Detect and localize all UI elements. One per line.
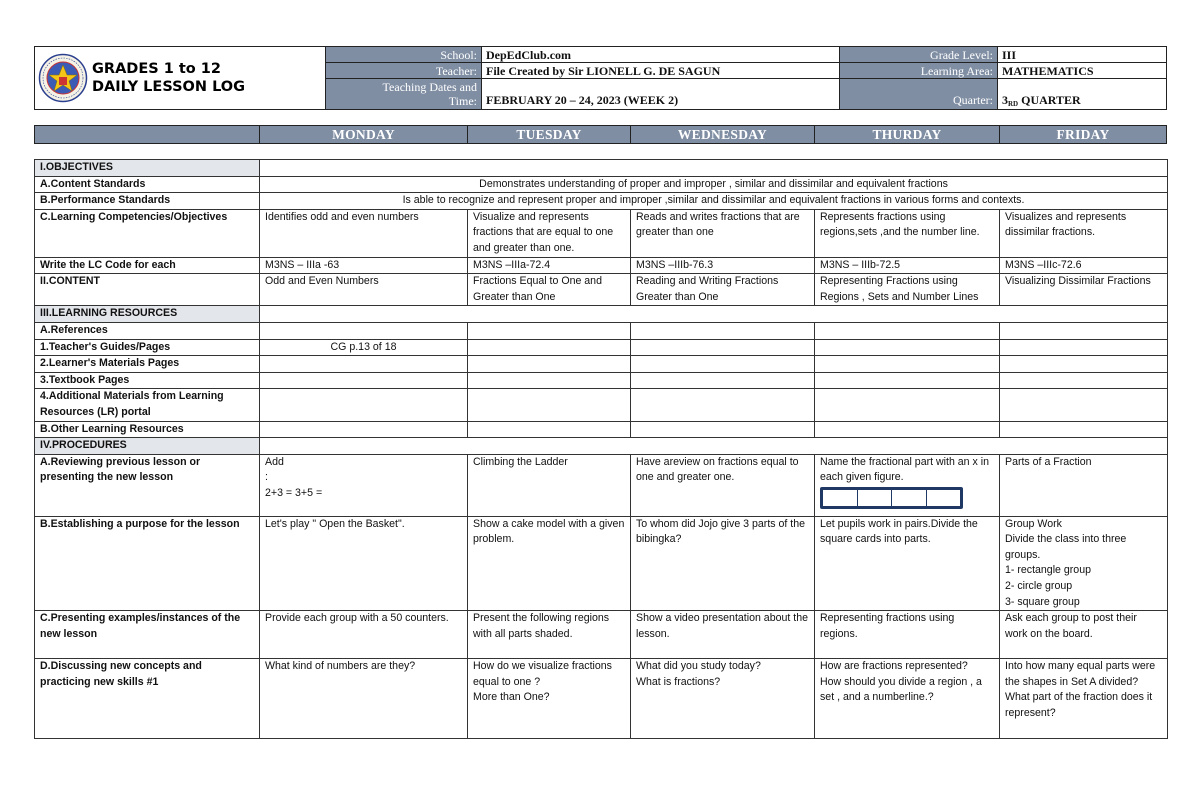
reviewing-monday [260, 454, 468, 516]
quarter-word: QUARTER [1018, 93, 1081, 107]
fraction-part [823, 490, 858, 506]
table-cell [631, 372, 815, 389]
content-wednesday: Reading and Writing Fractions Greater than One [631, 274, 815, 306]
table-cell [631, 322, 815, 339]
row-label-content: II.CONTENT [35, 274, 260, 306]
table-row [35, 611, 1168, 659]
row-label-content-standards: A.Content Standards [35, 176, 260, 193]
table-cell [468, 389, 631, 421]
header-title-line2: DAILY LESSON LOG [92, 79, 246, 95]
table-cell [260, 356, 468, 373]
table-row [35, 516, 1168, 611]
discussing-thursday-line1: How are fractions represented? [820, 660, 968, 673]
purpose-friday-line3: 1- rectangle group [1005, 564, 1091, 577]
table-cell [1000, 339, 1168, 356]
teachers-guide-monday: CG p.13 of 18 [260, 339, 468, 356]
teacher-value: File Created by Sir LIONELL G. DE SAGUN [482, 63, 840, 79]
content-tuesday: Fractions Equal to One and Greater than One [468, 274, 631, 306]
row-label-competencies: C.Learning Competencies/Objectives [35, 209, 260, 257]
table-cell [815, 339, 1000, 356]
reviewing-tuesday: Climbing the Ladder [468, 454, 631, 516]
table-cell [260, 389, 468, 421]
learning-area-label: Learning Area: [840, 63, 998, 79]
fraction-part [927, 490, 961, 506]
table-cell [631, 421, 815, 438]
grade-level-value: III [998, 47, 1166, 63]
row-label-reviewing: A.Reviewing previous lesson or presenting the new lesson [35, 454, 260, 516]
fraction-part [892, 490, 927, 506]
table-cell [815, 356, 1000, 373]
competencies-wednesday: Reads and writes fractions that are greater than one [631, 209, 815, 257]
table-cell [468, 421, 631, 438]
teaching-dates-label [326, 79, 482, 109]
learning-area-value: MATHEMATICS [998, 63, 1166, 79]
table-row [35, 257, 1168, 274]
discussing-thursday [815, 659, 1000, 739]
reviewing-monday-line1: Add [265, 455, 284, 468]
table-cell [260, 421, 468, 438]
reviewing-wednesday: Have areview on fractions equal to one and greater one. [631, 454, 815, 516]
presenting-friday: Ask each group to post their work on the board. [1000, 611, 1168, 659]
purpose-thursday: Let pupils work in pairs.Divide the square cards into parts. [815, 516, 1000, 611]
header-title [92, 60, 245, 96]
weekday-thursday: THURDAY [815, 126, 1000, 143]
table-row [35, 176, 1168, 193]
purpose-friday-line5: 3- square group [1005, 595, 1080, 608]
lc-code-thursday: M3NS – IIIb-72.5 [815, 257, 1000, 274]
quarter-value [998, 79, 1166, 109]
table-row [35, 389, 1168, 421]
competencies-tuesday: Visualize and represents fractions that are equal to one and greater than one. [468, 209, 631, 257]
table-cell [1000, 421, 1168, 438]
row-label-references: A.References [35, 322, 260, 339]
table-row [35, 438, 1168, 455]
discussing-monday: What kind of numbers are they? [260, 659, 468, 739]
lesson-log-table [34, 159, 1168, 739]
table-row [35, 274, 1168, 306]
presenting-tuesday: Present the following regions with all parts shaded. [468, 611, 631, 659]
content-standards-value: Demonstrates understanding of proper and improper , similar and dissimilar and equivalent fractions [260, 176, 1168, 193]
discussing-tuesday [468, 659, 631, 739]
discussing-tuesday-line1: How do we visualize fractions equal to one ? [473, 660, 612, 688]
learning-resources-blank [260, 306, 1168, 323]
table-cell [815, 322, 1000, 339]
row-label-purpose: B.Establishing a purpose for the lesson [35, 516, 260, 611]
table-row [35, 193, 1168, 210]
reviewing-friday: Parts of a Fraction [1000, 454, 1168, 516]
purpose-wednesday: To whom did Jojo give 3 parts of the bibingka? [631, 516, 815, 611]
table-row [35, 372, 1168, 389]
purpose-tuesday: Show a cake model with a given problem. [468, 516, 631, 611]
weekday-tuesday: TUESDAY [468, 126, 631, 143]
purpose-friday-line4: 2- circle group [1005, 580, 1073, 593]
discussing-wednesday-line2: What is fractions? [636, 675, 721, 688]
row-label-additional-materials: 4.Additional Materials from Learning Resources (LR) portal [35, 389, 260, 421]
school-value: DepEdClub.com [482, 47, 840, 63]
reviewing-monday-line3: 2+3 = 3+5 = [265, 486, 323, 499]
procedures-blank [260, 438, 1168, 455]
reviewing-thursday [815, 454, 1000, 516]
lc-code-monday: M3NS – IIIa -63 [260, 257, 468, 274]
table-cell [1000, 372, 1168, 389]
table-cell [1000, 322, 1168, 339]
table-row [35, 659, 1168, 739]
presenting-monday: Provide each group with a 50 counters. [260, 611, 468, 659]
row-label-other-resources: B.Other Learning Resources [35, 421, 260, 438]
table-row [35, 454, 1168, 516]
purpose-monday: Let's play " Open the Basket". [260, 516, 468, 611]
table-row [35, 421, 1168, 438]
lc-code-friday: M3NS –IIIc-72.6 [1000, 257, 1168, 274]
header-title-line1: GRADES 1 to 12 [92, 61, 221, 77]
content-thursday: Representing Fractions using Regions , Sets and Number Lines [815, 274, 1000, 306]
school-label: School: [326, 47, 482, 63]
row-label-presenting: C.Presenting examples/instances of the new lesson [35, 611, 260, 659]
lc-code-wednesday: M3NS –IIIb-76.3 [631, 257, 815, 274]
row-label-lc-code: Write the LC Code for each [35, 257, 260, 274]
competencies-thursday: Represents fractions using regions,sets ,and the number line. [815, 209, 1000, 257]
table-cell [260, 372, 468, 389]
lc-code-tuesday: M3NS –IIIa-72.4 [468, 257, 631, 274]
table-row [35, 322, 1168, 339]
purpose-friday-line2: Divide the class into three groups. [1005, 533, 1127, 561]
header-info-grid [326, 47, 1166, 109]
teaching-dates-label-line2: Time: [448, 94, 477, 108]
table-cell [468, 356, 631, 373]
deped-seal-icon [38, 53, 88, 103]
teaching-dates-label-line1: Teaching Dates and [382, 80, 477, 94]
weekday-header-blank [35, 126, 260, 143]
discussing-friday-line2: What part of the fraction does it represent? [1005, 691, 1153, 720]
quarter-number: 3 [1002, 93, 1008, 107]
presenting-thursday: Representing fractions using regions. [815, 611, 1000, 659]
competencies-friday: Visualizes and represents dissimilar fractions. [1000, 209, 1168, 257]
teacher-label: Teacher: [326, 63, 482, 79]
row-label-textbook: 3.Textbook Pages [35, 372, 260, 389]
table-cell [631, 389, 815, 421]
lesson-log-header [34, 46, 1167, 110]
discussing-tuesday-line2: More than One? [473, 691, 550, 704]
discussing-wednesday [631, 659, 815, 739]
row-label-discussing: D.Discussing new concepts and practicing new skills #1 [35, 659, 260, 739]
row-label-procedures: IV.PROCEDURES [35, 438, 260, 455]
row-label-learners-materials: 2.Learner's Materials Pages [35, 356, 260, 373]
competencies-monday: Identifies odd and even numbers [260, 209, 468, 257]
weekday-header-row [34, 125, 1167, 144]
fraction-part [858, 490, 893, 506]
content-friday: Visualizing Dissimilar Fractions [1000, 274, 1168, 306]
table-cell [260, 322, 468, 339]
table-cell [1000, 389, 1168, 421]
table-cell [815, 389, 1000, 421]
objectives-blank [260, 160, 1168, 177]
discussing-thursday-line2: How should you divide a region , a set , and a numberline.? [820, 675, 982, 704]
grade-level-label: Grade Level: [840, 47, 998, 63]
teaching-dates-value: FEBRUARY 20 – 24, 2023 (WEEK 2) [482, 79, 840, 109]
table-row [35, 356, 1168, 373]
header-title-block [35, 47, 326, 109]
quarter-suffix: RD [1008, 100, 1019, 108]
reviewing-thursday-text: Name the fractional part with an x in each given figure. [820, 455, 989, 484]
table-row [35, 339, 1168, 356]
fraction-region-figure [820, 487, 963, 509]
quarter-label: Quarter: [840, 79, 998, 109]
table-row [35, 209, 1168, 257]
table-row [35, 306, 1168, 323]
table-cell [631, 356, 815, 373]
discussing-friday-line1: Into how many equal parts were the shapes in Set A divided? [1005, 660, 1156, 688]
table-cell [815, 372, 1000, 389]
content-monday: Odd and Even Numbers [260, 274, 468, 306]
row-label-teachers-guide: 1.Teacher's Guides/Pages [35, 339, 260, 356]
table-cell [631, 339, 815, 356]
table-cell [815, 421, 1000, 438]
weekday-wednesday: WEDNESDAY [631, 126, 815, 143]
table-row [35, 160, 1168, 177]
reviewing-monday-line2: : [265, 471, 268, 484]
discussing-wednesday-line1: What did you study today? [636, 660, 761, 673]
weekday-monday: MONDAY [260, 126, 468, 143]
presenting-wednesday: Show a video presentation about the lesson. [631, 611, 815, 659]
table-cell [1000, 356, 1168, 373]
purpose-friday [1000, 516, 1168, 611]
table-cell [468, 322, 631, 339]
row-label-performance-standards: B.Performance Standards [35, 193, 260, 210]
discussing-friday [1000, 659, 1168, 739]
table-cell [468, 339, 631, 356]
performance-standards-value: Is able to recognize and represent proper and improper ,similar and dissimilar and equivalent fractions in various forms and contexts. [260, 193, 1168, 210]
purpose-friday-line1: Group Work [1005, 517, 1062, 530]
row-label-objectives: I.OBJECTIVES [35, 160, 260, 177]
row-label-learning-resources: III.LEARNING RESOURCES [35, 306, 260, 323]
weekday-friday: FRIDAY [1000, 126, 1166, 143]
table-cell [468, 372, 631, 389]
